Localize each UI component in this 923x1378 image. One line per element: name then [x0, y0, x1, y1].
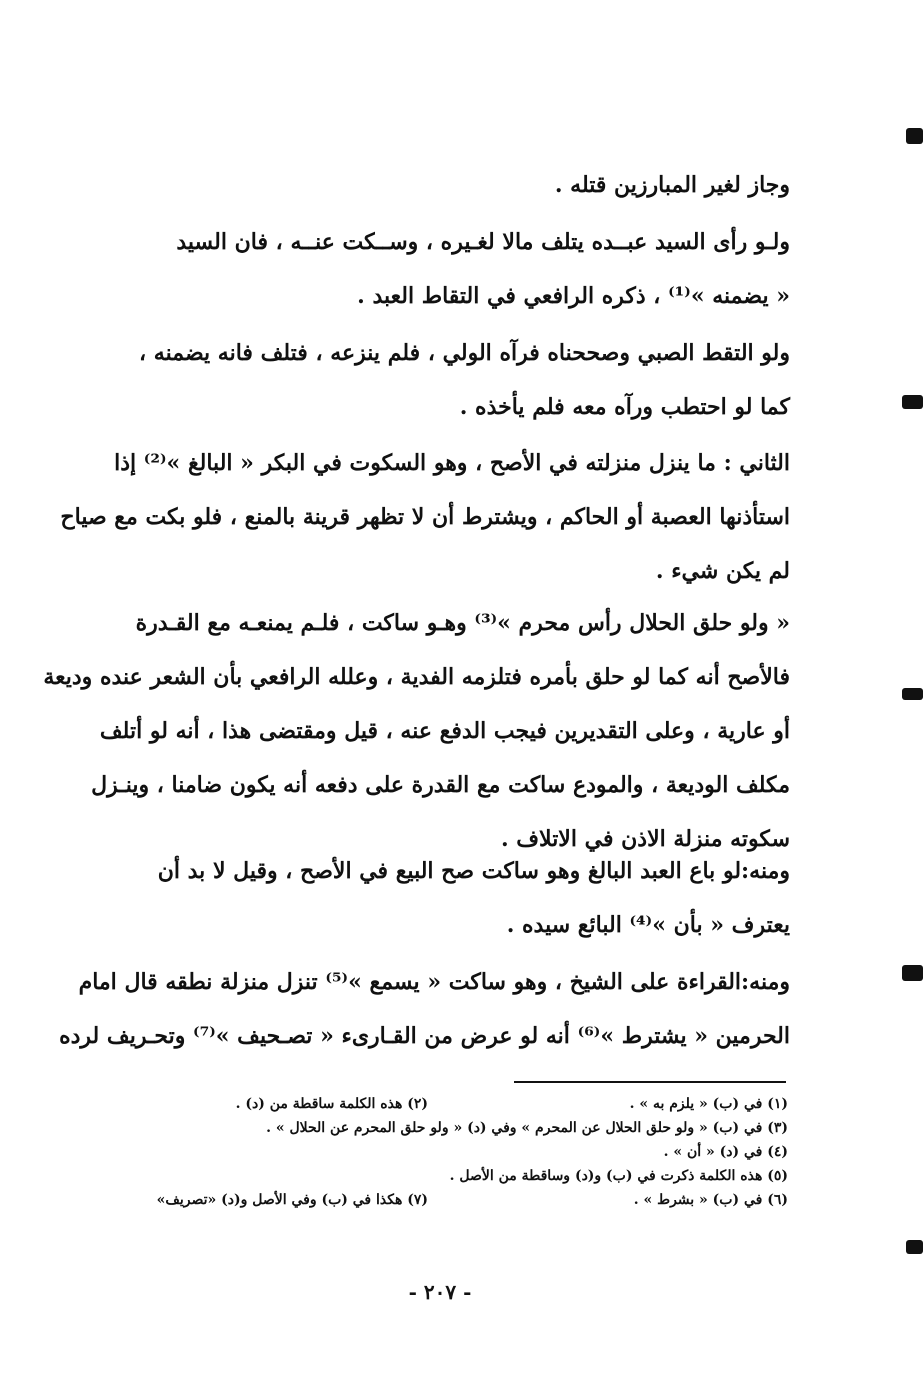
footnotes	[120, 1092, 788, 1212]
paragraph	[104, 158, 790, 212]
text-line: ولـو رأى السيد عبــده يتلف مالا لغـيره ، وســكت عنــه ، فان السيد	[176, 229, 790, 255]
paragraph	[104, 326, 790, 434]
footnote-row	[120, 1188, 788, 1212]
footnote: (١) في (ب) « يلزم به » .	[629, 1096, 788, 1112]
text-line: استأذنها العصبة أو الحاكم ، ويشترط أن لا تظهر قرينة بالمنع ، فلو بكت مع صياح	[60, 504, 790, 530]
page-number: - ٢٠٧ -	[408, 1280, 472, 1304]
margin-mark	[906, 1240, 923, 1254]
text-line: فالأصح أنه كما لو حلق بأمره فتلزمه الفدية ، وعلله الرافعي بأن الشعر عنده وديعة	[43, 664, 790, 690]
text-line: أو عارية ، وعلى التقديرين فيجب الدفع عنه ، قيل ومقتضى هذا ، أنه لو أتلف	[99, 718, 790, 744]
footnote-row	[120, 1116, 788, 1140]
text-line: ومنه:لو باع العبد البالغ وهو ساكت صح البيع في الأصح ، وقيل لا بد أن	[157, 858, 790, 884]
paragraph	[104, 844, 790, 952]
text-line: ومنه:القراءة على الشيخ ، وهو ساكت « يسمع »⁽⁵⁾ تنزل منزلة نطقه قال امام	[78, 969, 790, 995]
text-line: « ولو حلق الحلال رأس محرم »⁽³⁾ وهـو ساكت ، فلـم يمنعـه مع القـدرة	[135, 610, 790, 636]
main-text	[43, 0, 790, 1070]
paragraph	[104, 215, 790, 323]
footnote-row	[120, 1140, 788, 1164]
text-line: ولو التقط الصبي وصححناه فرآه الولي ، فلم ينزعه ، فتلف فانه يضمنه ،	[139, 340, 790, 366]
margin-mark	[906, 128, 923, 144]
footnote-row	[120, 1164, 788, 1188]
text-line: يعترف « بأن »⁽⁴⁾ البائع سيده .	[506, 912, 790, 938]
text-line: الثاني : ما ينزل منزلته في الأصح ، وهو السكوت في البكر « البالغ »⁽²⁾ إذا	[114, 450, 790, 476]
text-line: مكلف الوديعة ، والمودع ساكت مع القدرة على دفعه أنه يكون ضامنا ، وينـزل	[91, 772, 790, 798]
text-line: كما لو احتطب ورآه معه فلم يأخذه .	[459, 394, 790, 420]
footnote: (٣) في (ب) « ولو حلق الحلال عن المحرم » وفي (د) « ولو حلق المحرم عن الحلال » .	[266, 1120, 788, 1136]
footnote: (٢) هذه الكلمة ساقطة من (د) .	[235, 1096, 428, 1112]
footnote-divider	[514, 1081, 786, 1083]
text-line: « يضمنه »⁽¹⁾ ، ذكره الرافعي في التقاط العبد .	[357, 283, 790, 309]
paragraph	[59, 955, 790, 1063]
text-line: لم يكن شيء .	[655, 558, 790, 584]
margin-mark	[902, 395, 923, 409]
text-line: سكوته منزلة الاذن في الاتلاف .	[500, 826, 790, 852]
footnote: (٧) هكذا في (ب) وفي الأصل و(د) «تصريف»	[156, 1192, 428, 1208]
margin-mark	[902, 965, 923, 981]
footnote: (٥) هذه الكلمة ذكرت في (ب) و(د) وساقطة من الأصل .	[449, 1168, 788, 1184]
text-line: الحرمين « يشترط »⁽⁶⁾ أنه لو عرض من القـارىء « تصـحيف »⁽⁷⁾ وتحـريف لرده	[59, 1023, 790, 1049]
paragraph	[60, 436, 790, 598]
paragraph	[43, 596, 790, 866]
footnote: (٦) في (ب) « بشرط » .	[633, 1192, 788, 1208]
footnote: (٤) في (د) « أن » .	[663, 1144, 788, 1160]
margin-mark	[902, 688, 923, 700]
text-line: وجاز لغير المبارزين قتله .	[554, 172, 790, 198]
footnote-row	[120, 1092, 788, 1116]
